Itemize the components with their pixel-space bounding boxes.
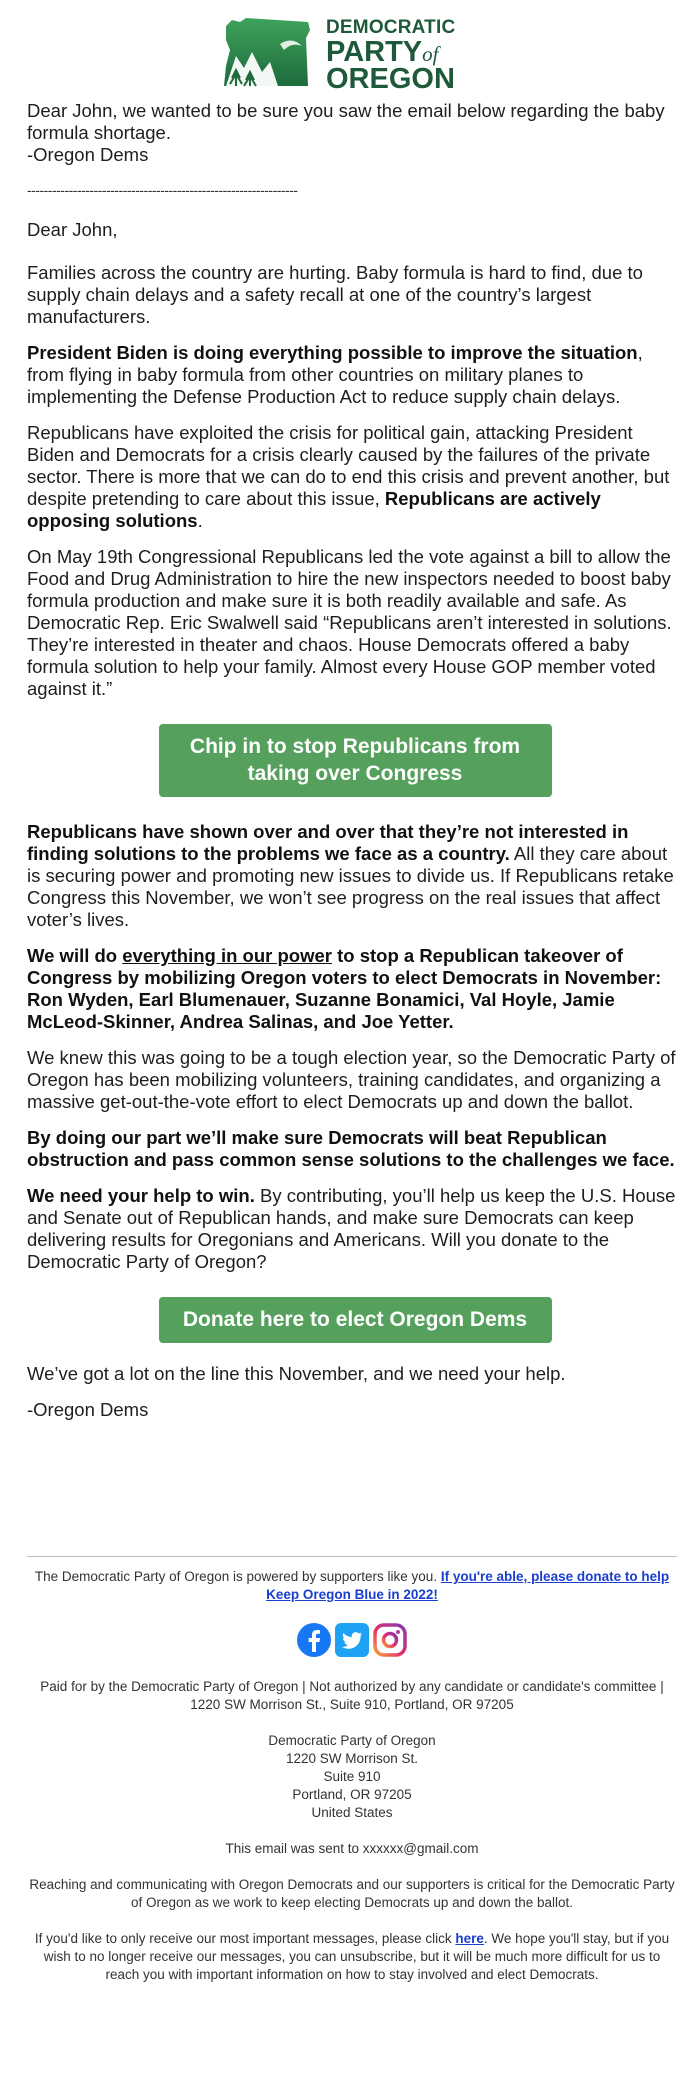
reaching-text: Reaching and communicating with Oregon Democrats and our supporters is critical for the Democratic Party of Oregon as we work to keep electing Democrats up and down the ballot. bbox=[29, 1877, 675, 1910]
dpo-logo[interactable] bbox=[222, 16, 478, 95]
p6-a: We will do bbox=[27, 945, 123, 966]
oregon-state-icon bbox=[222, 16, 312, 88]
p3-end: . bbox=[197, 510, 203, 531]
logo-line-3: OREGON bbox=[326, 63, 455, 95]
instagram-icon[interactable] bbox=[372, 1622, 408, 1658]
paragraph-6 bbox=[27, 945, 683, 1033]
unsubscribe-text bbox=[27, 1930, 677, 1984]
mailing-address bbox=[27, 1732, 677, 1822]
donate-link[interactable]: If you're able, please donate to help Keep Oregon Blue in 2022! bbox=[266, 1569, 670, 1602]
address-line: United States bbox=[311, 1805, 393, 1820]
paragraph-5 bbox=[27, 821, 683, 931]
address-line: 1220 SW Morrison St. bbox=[285, 1751, 419, 1766]
unsub-b: . We hope you'll stay, but if you wish to no longer receive our messages, you can unsubscribe, but it will be much more difficult for us to reach you with important information on how to stay involved and elect Democrats. bbox=[43, 1931, 670, 1982]
paragraph-3 bbox=[27, 422, 683, 532]
p6-underlined: everything in our power bbox=[122, 945, 332, 966]
p2-rest: , from flying in baby formula from other countries on military planes to implementing the Defense Production Act to reduce supply chain delays. bbox=[27, 342, 643, 407]
logo-line-1: DEMOCRATIC bbox=[326, 17, 456, 38]
paragraph-7: We knew this was going to be a tough election year, so the Democratic Party of Oregon has been mobilizing volunteers, training candidates, and organizing a massive get-out-the-vote effort to elect Democrats up and down the ballot. bbox=[27, 1047, 676, 1112]
paragraph-4: On May 19th Congressional Republicans led the vote against a bill to allow the Food and Drug Administration to hire the new inspectors needed to boost baby formula production and make sure it is both readily available and safe. As Democratic Rep. Eric Swalwell said “Republicans aren’t interested in solutions. They’re interested in theater and chaos. House Democrats offered a baby formula solution to help your family. Almost every House GOP member voted against it.” bbox=[27, 546, 672, 699]
p3-start: Republicans have exploited the crisis for political gain, attacking President Biden and Democrats for a crisis clearly caused by the failures of the private sector. There is more that we can do to end this crisis and prevent another, but despite pretending to care about this issue, bbox=[27, 422, 670, 509]
paragraph-9 bbox=[27, 1185, 683, 1273]
p6-b: to stop a Republican takeover of Congress by mobilizing Oregon voters to elect Democrats in November: Ron Wyden, Earl Blumenauer, Suzanne Bonamici, Val Hoyle, Jamie McLeod-Skinner, Andrea Salinas, and Joe Yetter. bbox=[27, 945, 662, 1032]
intro-text: Dear John, we wanted to be sure you saw the email below regarding the baby formula shortage. bbox=[27, 100, 665, 143]
footer bbox=[27, 1568, 677, 1984]
chip-in-button[interactable]: Chip in to stop Republicans from taking over Congress bbox=[159, 724, 552, 797]
address-line: Democratic Party of Oregon bbox=[268, 1733, 436, 1748]
logo-wordmark bbox=[326, 16, 482, 94]
paragraph-2 bbox=[27, 342, 683, 408]
p8-bold: By doing our part we’ll make sure Democrats will beat Republican obstruction and pass common sense solutions to the challenges we face. bbox=[27, 1127, 675, 1170]
social-links bbox=[27, 1622, 677, 1660]
separator: ----------------------------------------------------------------- bbox=[27, 182, 298, 198]
intro-signoff: -Oregon Dems bbox=[27, 144, 149, 165]
p2-bold: President Biden is doing everything possible to improve the situation bbox=[27, 342, 638, 363]
address-line: Suite 910 bbox=[323, 1769, 381, 1784]
footer-divider bbox=[27, 1556, 677, 1557]
p9-rest: By contributing, you’ll help us keep the U.S. House and Senate out of Republican hands, and make sure Democrats can keep delivering results for Oregonians and Americans. Will you donate to the Democratic Party of Oregon? bbox=[27, 1185, 676, 1272]
logo-party: PARTY bbox=[326, 36, 423, 68]
logo-of: of bbox=[422, 42, 439, 66]
unsub-a: If you'd like to only receive our most important messages, please click bbox=[34, 1931, 456, 1946]
p5-rest: All they care about is securing power and promoting new issues to divide us. If Republicans retake Congress this November, we won’t see progress on the real issues that affect voter’s lives. bbox=[27, 843, 674, 930]
p9-bold: We need your help to win. bbox=[27, 1185, 255, 1206]
greeting: Dear John, bbox=[27, 219, 118, 240]
donate-button[interactable]: Donate here to elect Oregon Dems bbox=[159, 1297, 552, 1343]
twitter-icon[interactable] bbox=[334, 1622, 370, 1658]
p5-bold: Republicans have shown over and over that they’re not interested in finding solutions to the problems we face as a country. bbox=[27, 821, 629, 864]
paid-for-disclaimer: Paid for by the Democratic Party of Oregon | Not authorized by any candidate or candidate's committee | 1220 SW Morrison St., Suite 910, Portland, OR 97205 bbox=[40, 1679, 664, 1712]
facebook-icon[interactable] bbox=[296, 1622, 332, 1658]
powered-text: The Democratic Party of Oregon is powered by supporters like you. bbox=[34, 1569, 441, 1584]
powered-by bbox=[27, 1568, 677, 1604]
paragraph-1: Families across the country are hurting. Baby formula is hard to find, due to supply chain delays and a safety recall at one of the country’s largest manufacturers. bbox=[27, 262, 643, 327]
letter-signoff: -Oregon Dems bbox=[27, 1399, 149, 1420]
paragraph-10: We’ve got a lot on the line this November, and we need your help. bbox=[27, 1363, 566, 1384]
preferences-link[interactable]: here bbox=[455, 1931, 484, 1946]
p3-bold: Republicans are actively opposing solutions bbox=[27, 488, 601, 531]
email-content bbox=[27, 100, 683, 1421]
sent-to: This email was sent to xxxxxx@gmail.com bbox=[225, 1841, 479, 1856]
paragraph-8 bbox=[27, 1127, 683, 1171]
address-line: Portland, OR 97205 bbox=[292, 1787, 412, 1802]
